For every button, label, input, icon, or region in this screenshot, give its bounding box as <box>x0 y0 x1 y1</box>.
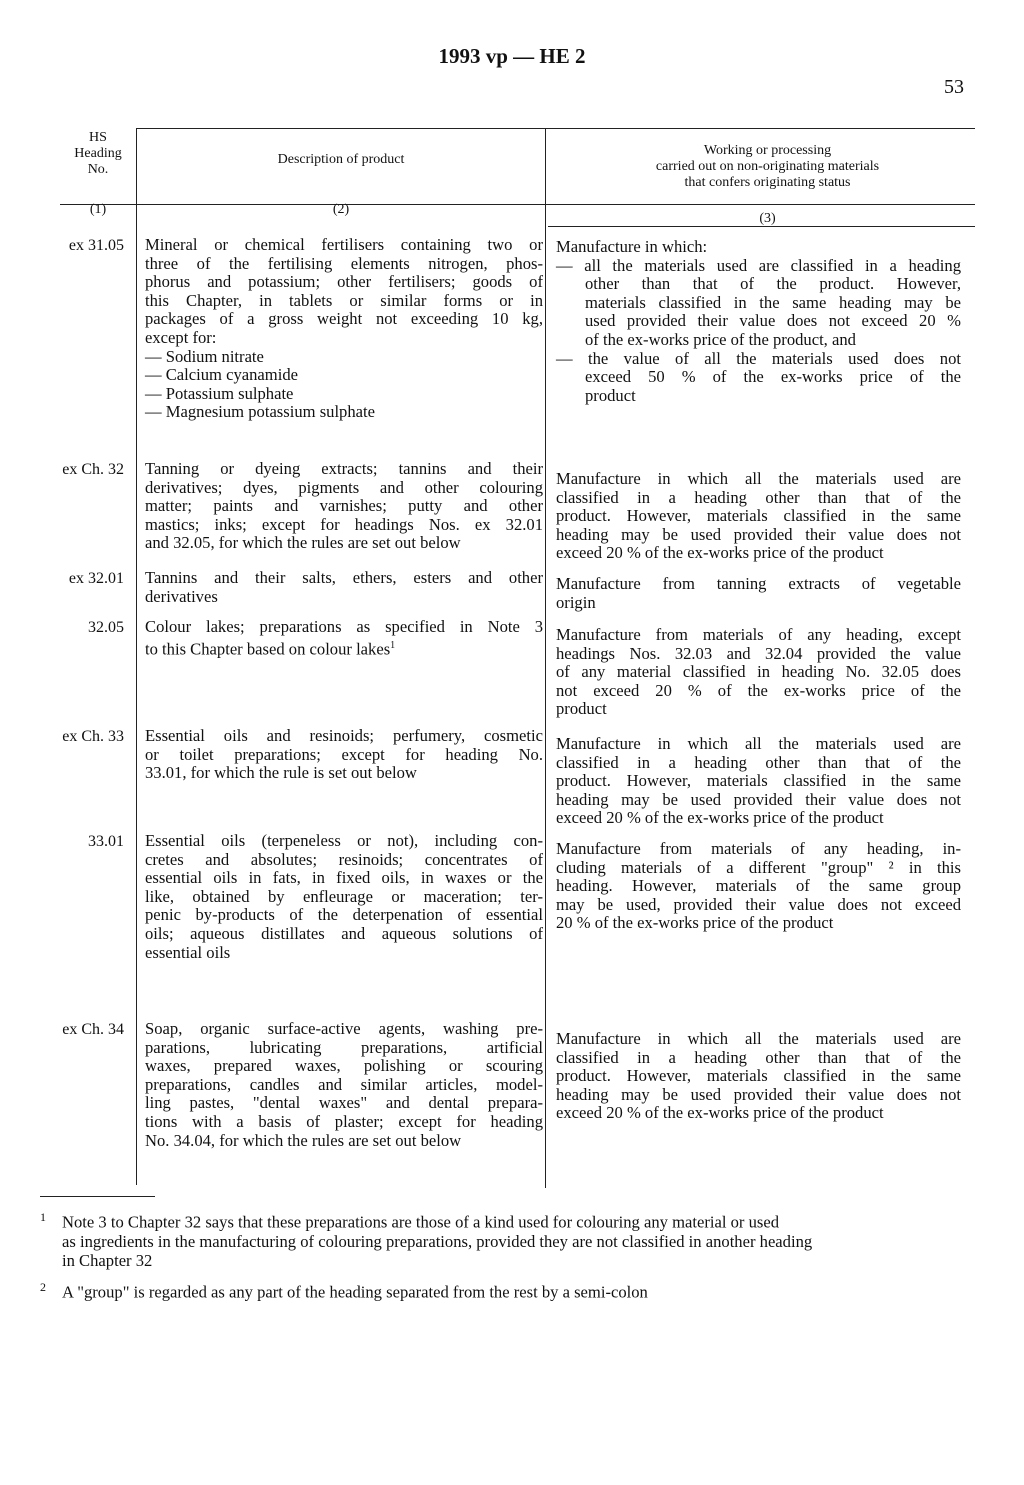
text-line: mastics; inks; except for headings Nos. ex 32.01 <box>145 514 543 534</box>
footnote-2 <box>40 1278 960 1302</box>
text-line: No. 34.04, for which the rules are set out below <box>145 1130 462 1150</box>
text-line: product <box>585 385 636 405</box>
text-line: classified in a heading other than that of the <box>556 752 961 772</box>
table-column-divider-2 <box>545 128 546 1188</box>
text-line: — Sodium nitrate <box>145 346 264 366</box>
header-line: Working or processing <box>703 143 832 158</box>
page-title: 1993 vp — HE 2 <box>438 44 586 68</box>
text-line: Colour lakes; preparations as specified in Note 3 <box>145 617 543 636</box>
column-number-1: (1) <box>89 202 107 217</box>
text-line: preparations, candles and similar articles, model- <box>145 1074 543 1094</box>
row-heading: ex Ch. 34 <box>62 1021 124 1038</box>
text-line: exceed 50 % of the ex-works price of the <box>585 367 961 387</box>
row-working-processing <box>556 840 961 933</box>
footnote-mark: 1 <box>40 1210 46 1224</box>
row-description <box>145 618 543 659</box>
row-description <box>145 832 543 962</box>
row-heading: 33.01 <box>88 833 124 850</box>
text-line: classified in a heading other than that of the <box>556 487 961 507</box>
header-line: Heading <box>74 146 122 161</box>
text-line: except for: <box>145 327 217 347</box>
header-line: carried out on non-originating materials <box>655 159 880 174</box>
text-line: phorus and potassium; other fertilisers; goods of <box>145 272 543 292</box>
text-fragment: A "group" is regarded as any part of the heading separated from the rest by a semi-colon <box>62 1282 648 1302</box>
row-working-processing <box>556 1030 961 1123</box>
text-line: — Calcium cyanamide <box>145 365 298 385</box>
row-description <box>145 569 543 606</box>
header-description: Description of product <box>277 152 405 167</box>
text-line: product. However, materials classified in the same <box>556 1066 961 1086</box>
text-line: cretes and absolutes; resinoids; concentrates of <box>145 849 543 869</box>
row-heading: ex 32.01 <box>68 570 124 587</box>
text-line: derivatives; dyes, pigments and other colouring <box>145 477 543 497</box>
text-line: may be used, provided their value does not exceed <box>556 894 961 914</box>
row-working-processing <box>556 626 961 719</box>
header-line: that confers originating status <box>684 175 851 190</box>
text-line: product <box>556 699 607 719</box>
text-line: ling pastes, "dental waxes" and dental prepara- <box>145 1093 543 1113</box>
text-line: — Magnesium potassium sulphate <box>145 402 375 422</box>
column-number-2: (2) <box>332 202 350 217</box>
text-line: Manufacture in which: <box>556 237 708 256</box>
table-rule-top <box>137 128 975 129</box>
text-line: heading may be used provided their value does not <box>556 789 961 809</box>
text-line: — Potassium sulphate <box>145 383 294 403</box>
text-line: tions with a basis of plaster; except for heading <box>145 1111 543 1131</box>
text-line: Essential oils and resinoids; perfumery, cosmetic <box>145 726 543 745</box>
header-line: No. <box>87 162 109 177</box>
text-line: origin <box>556 592 596 612</box>
text-line: waxes, prepared waxes, polishing or scouring <box>145 1056 543 1076</box>
row-heading: ex Ch. 32 <box>62 461 124 478</box>
text-line: cluding materials of a different "group" ² in this <box>556 857 961 877</box>
row-heading: 32.05 <box>88 619 124 636</box>
footnote-line: in Chapter 32 <box>62 1250 153 1270</box>
row-working-processing <box>556 575 961 612</box>
text-line: heading may be used provided their value does not <box>556 524 961 544</box>
row-description <box>145 727 543 783</box>
text-line <box>145 637 543 659</box>
text-line: — all the materials used are classified in a heading <box>556 255 961 275</box>
header-working-processing <box>560 143 975 191</box>
text-line: oils; aqueous distillates and aqueous solutions of <box>145 923 543 943</box>
text-line: derivatives <box>145 586 218 606</box>
footnote-separator <box>40 1196 155 1197</box>
text-line: exceed 20 % of the ex-works price of the product <box>556 543 884 563</box>
row-working-processing <box>556 735 961 828</box>
text-line: this Chapter, in tablets or similar forms or in <box>145 290 543 310</box>
header-hs-heading-no <box>60 130 136 178</box>
text-line: matter; paints and varnishes; putty and other <box>145 496 543 516</box>
text-line: essential oils in fats, in fixed oils, in waxes or the <box>145 868 543 888</box>
row-description <box>145 1020 543 1150</box>
footnote-ref: 1 <box>390 639 396 651</box>
text-line: exceed 20 % of the ex-works price of the product <box>556 808 884 828</box>
page-number: 53 <box>944 76 964 98</box>
text-line: penic by-products of the deterpenation of essential <box>145 905 543 925</box>
text-fragment: Note 3 to Chapter 32 says that these preparations are those of a kind used for colouring any material or used <box>62 1212 780 1232</box>
text-line: not exceed 20 % of the ex-works price of the <box>556 680 961 700</box>
header-line: HS <box>89 130 107 145</box>
row-heading: ex 31.05 <box>68 237 124 254</box>
text-line: of the ex-works price of the product, and <box>585 329 856 349</box>
text-line: and 32.05, for which the rules are set out below <box>145 533 461 553</box>
text-line: other than that of the product. However, <box>585 274 961 294</box>
text-line: product. However, materials classified in the same <box>556 771 961 791</box>
text-line: heading may be used provided their value does not <box>556 1084 961 1104</box>
footnote-1 <box>40 1208 960 1270</box>
text-line: Manufacture from tanning extracts of vegetable <box>556 574 961 593</box>
text-line: Tanning or dyeing extracts; tannins and their <box>145 459 543 478</box>
text-line: 33.01, for which the rule is set out below <box>145 763 417 783</box>
row-heading: ex Ch. 33 <box>62 728 124 745</box>
text-line: 20 % of the ex-works price of the product <box>556 913 834 933</box>
text-line: of any material classified in heading No. 32.05 does <box>556 662 961 682</box>
text-line: materials classified in the same heading may be <box>585 292 961 312</box>
text-line: or toilet preparations; except for heading No. <box>145 744 543 764</box>
text-line: heading. However, materials of the same group <box>556 876 961 896</box>
text-line: essential oils <box>145 942 231 962</box>
text-line: Mineral or chemical fertilisers containing two or <box>145 235 543 254</box>
text-line: classified in a heading other than that of the <box>556 1047 961 1067</box>
footnote-line: as ingredients in the manufacturing of colouring preparations, provided they are not classified in another heading <box>62 1231 813 1251</box>
footnote-line <box>40 1278 960 1302</box>
row-description <box>145 460 543 553</box>
footnote-mark: 2 <box>40 1280 46 1294</box>
text-line: Tannins and their salts, ethers, esters and other <box>145 568 543 587</box>
text-line: packages of a gross weight not exceeding 10 kg, <box>145 309 543 329</box>
text-line: Manufacture in which all the materials used are <box>556 734 961 753</box>
text-line: Manufacture in which all the materials used are <box>556 1029 961 1048</box>
text-line: three of the fertilising elements nitrogen, phos- <box>145 253 543 273</box>
row-description <box>145 236 543 422</box>
column-number-3: (3) <box>759 211 776 226</box>
text-line: Manufacture from materials of any heading, in- <box>556 839 961 858</box>
text-fragment: to this Chapter based on colour lakes <box>145 639 391 659</box>
text-line: product. However, materials classified in the same <box>556 506 961 526</box>
row-working-processing <box>556 470 961 563</box>
text-line: — the value of all the materials used does not <box>556 348 961 368</box>
text-line: Manufacture from materials of any heading, except <box>556 625 961 644</box>
text-line: headings Nos. 32.03 and 32.04 provided the value <box>556 643 961 663</box>
text-line: parations, lubricating preparations, artificial <box>145 1037 543 1057</box>
row-working-processing <box>556 238 961 405</box>
text-line: used provided their value does not exceed 20 % <box>585 311 961 331</box>
text-line: Soap, organic surface-active agents, washing pre- <box>145 1019 543 1038</box>
text-line: like, obtained by enfleurage or maceration; ter- <box>145 886 543 906</box>
table-column-divider-1 <box>136 128 137 1185</box>
footnote-line <box>40 1208 960 1232</box>
text-line: exceed 20 % of the ex-works price of the product <box>556 1103 884 1123</box>
text-line: Manufacture in which all the materials used are <box>556 469 961 488</box>
text-line: Essential oils (terpeneless or not), including con- <box>145 831 543 850</box>
